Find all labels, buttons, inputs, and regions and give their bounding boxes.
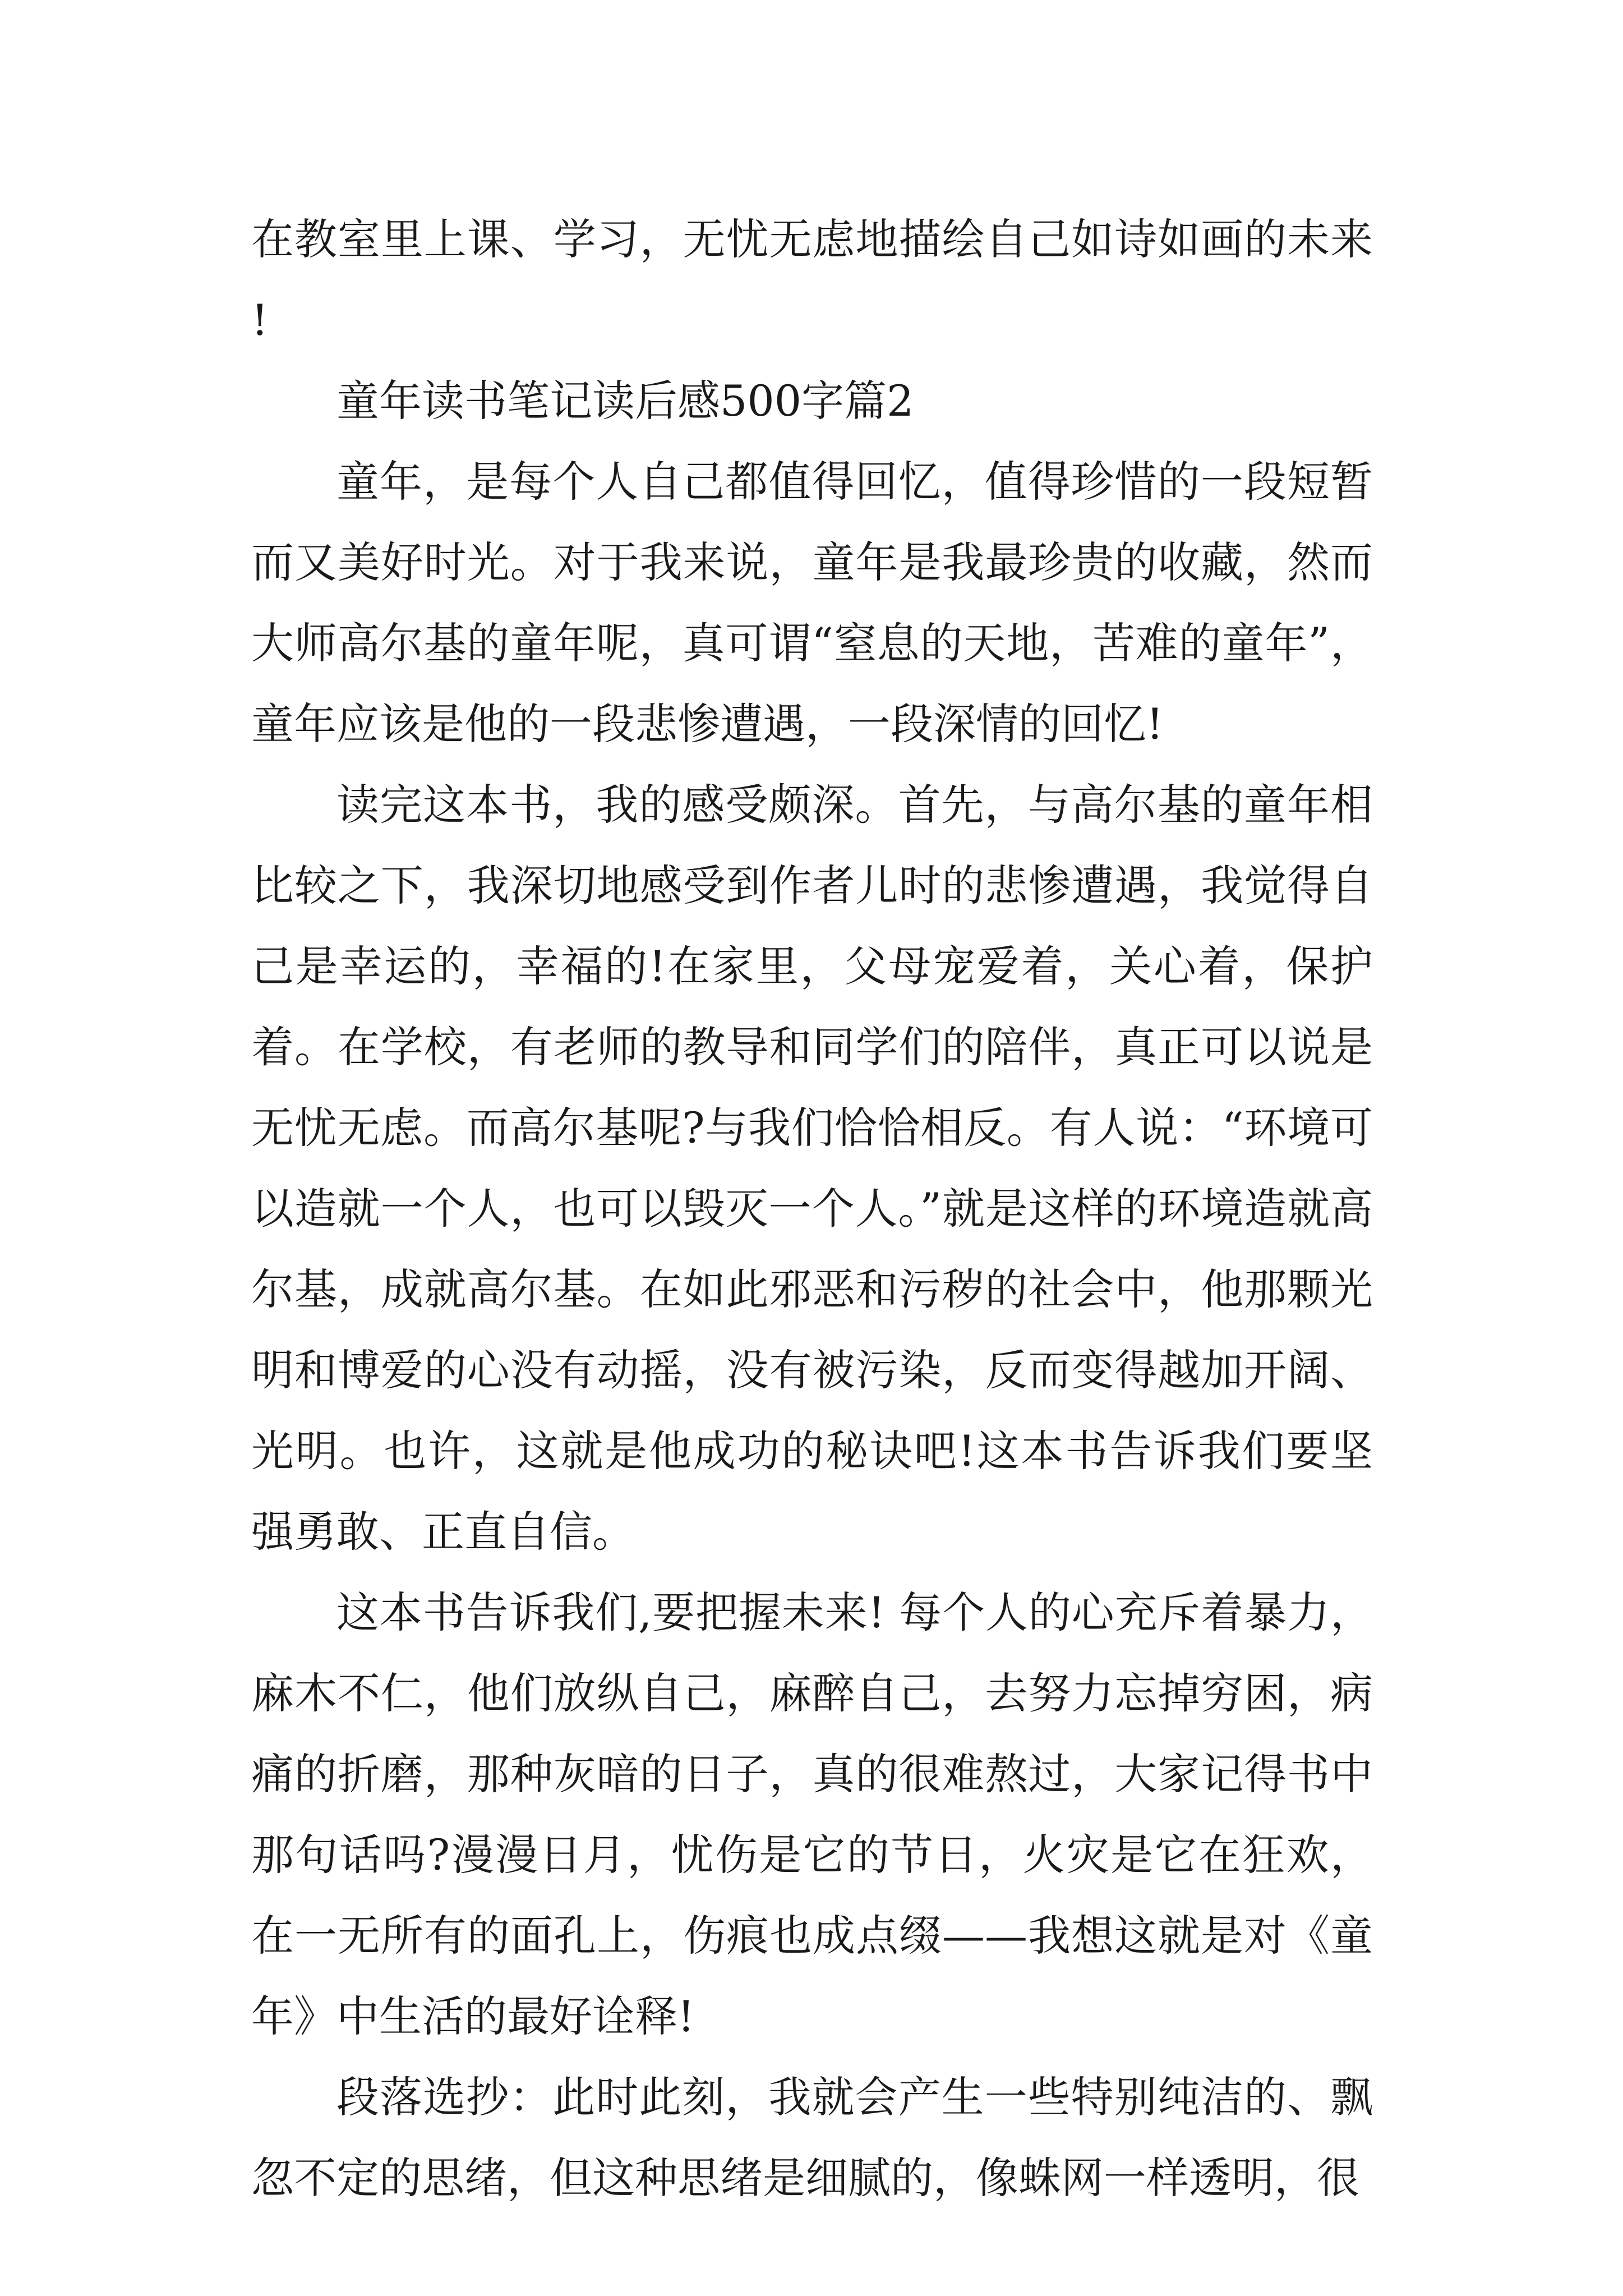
- document-body: [251, 199, 1373, 2219]
- body-paragraph: 这本书告诉我们,要把握未来! 每个人的心充斥着暴力，麻木不仁，他们放纵自己，麻醉自己，去努力忘掉穷困，病痛的折磨，那种灰暗的日子，真的很难熬过，大家记得书中那句话吗?漫漫日月，忧伤是它的节日，火灾是它在狂欢，在一无所有的面孔上，伤痕也成点缀——我想这就是对《童年》中生活的最好诠释!: [251, 1588, 1373, 2041]
- body-paragraph: 读完这本书，我的感受颇深。首先，与高尔基的童年相比较之下，我深切地感受到作者儿时的悲惨遭遇，我觉得自己是幸运的，幸福的!在家里，父母宠爱着，关心着，保护着。在学校，有老师的教导和同学们的陪伴，真正可以说是无忧无虑。而高尔基呢?与我们恰恰相反。有人说：“环境可以造就一个人，也可以毁灭一个人。”就是这样的环境造就高尔基，成就高尔基。在如此邪恶和污秽的社会中，他那颗光明和博爱的心没有动摇，没有被污染，反而变得越加开阔、光明。也许，这就是他成功的秘诀吧!这本书告诉我们要坚强勇敢、正直自信。: [251, 780, 1373, 1557]
- section-title: 童年读书笔记读后感500字篇2: [336, 376, 914, 426]
- continuation-paragraph: 在教室里上课、学习，无忧无虑地描绘自己如诗如画的未来!: [251, 214, 1373, 345]
- body-paragraph: 段落选抄：此时此刻，我就会产生一些特别纯洁的、飘忽不定的思绪，但这种思绪是细腻的，像蛛网一样透明，很: [251, 2072, 1373, 2203]
- body-paragraph: 童年，是每个人自己都值得回忆，值得珍惜的一段短暂而又美好时光。对于我来说，童年是我最珍贵的收藏，然而大师高尔基的童年呢，真可谓“窒息的天地，苦难的童年”，童年应该是他的一段悲惨遭遇，一段深情的回忆!: [251, 457, 1373, 749]
